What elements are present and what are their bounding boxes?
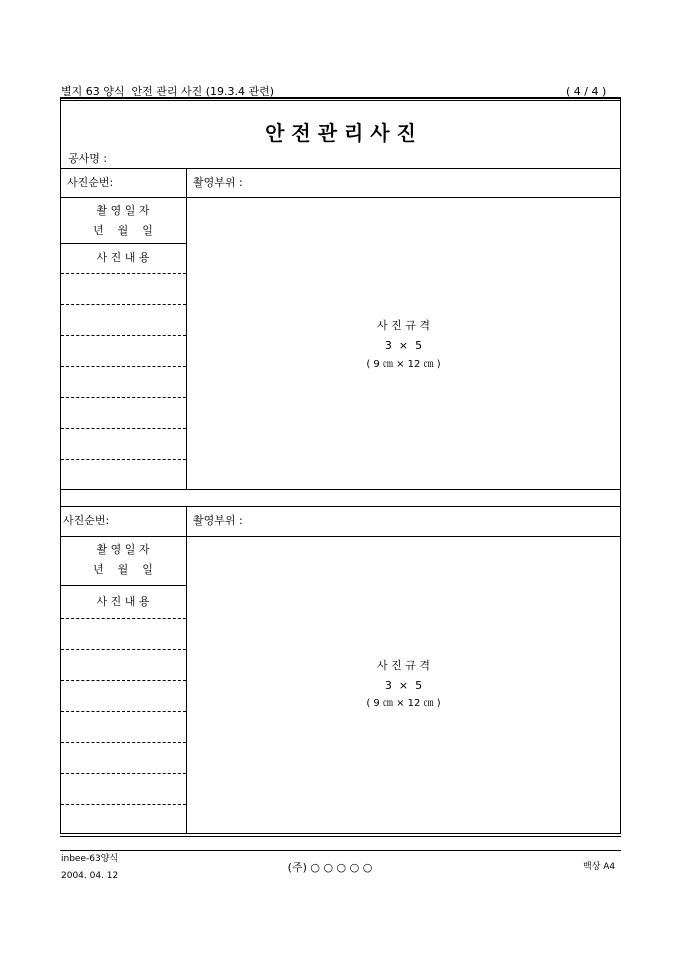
shooting-location-label: 촬영부위 :: [193, 176, 243, 189]
photo-spec-title: 사 진 규 격: [377, 319, 430, 332]
shooting-location-label: 촬영부위 :: [193, 514, 243, 527]
footer-form-code: inbee-63양식: [61, 854, 119, 864]
date-units-label: 년 월 일: [93, 563, 153, 576]
date-units-label: 년 월 일: [93, 224, 153, 237]
photo-number-label: 사진순번:: [63, 514, 110, 527]
footer-company: (주) ○ ○ ○ ○ ○: [287, 861, 373, 874]
photo-content-label: 사 진 내 용: [96, 595, 150, 608]
shooting-date-label: 촬 영 일 자: [96, 543, 150, 556]
project-name-label: 공사명 :: [68, 152, 108, 165]
shooting-date-label: 촬 영 일 자: [96, 204, 150, 217]
photo-spec-title: 사 진 규 격: [377, 659, 430, 672]
photo-spec-size: 3 × 5: [384, 339, 423, 352]
photo-spec-cm: ( 9 ㎝ × 12 ㎝ ): [366, 359, 441, 370]
photo-content-label: 사 진 내 용: [96, 251, 150, 264]
photo-spec-cm: ( 9 ㎝ × 12 ㎝ ): [366, 698, 441, 709]
footer-date: 2004. 04. 12: [61, 871, 119, 881]
form-title: 안 전 관 리 사 진: [265, 121, 416, 145]
photo-spec-size: 3 × 5: [384, 679, 423, 692]
form-code-header: 별지 63 양식 안전 관리 사진 (19.3.4 관련): [61, 85, 275, 98]
footer-paper-size: 백상 A4: [583, 862, 616, 872]
photo-number-label: 사진순번:: [67, 176, 114, 189]
page-indicator: ( 4 / 4 ): [566, 85, 607, 98]
